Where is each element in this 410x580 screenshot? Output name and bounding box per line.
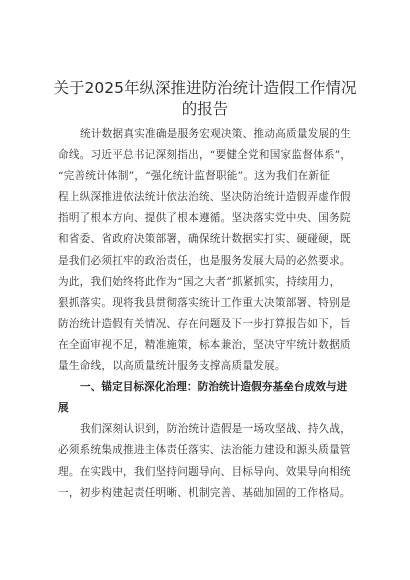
paragraph-line: 和省委、省政府决策部署，确保统计数据实打实、硬碰硬，既 — [58, 233, 351, 246]
paragraph-line: 一，初步构建起责任明晰、机制完善、基础加固的工作格局。 — [58, 486, 351, 499]
title-line: 的报告 — [181, 100, 229, 118]
document-body — [58, 124, 358, 504]
paragraph-line: “完善统计体制”，“强化统计监督职能”。这为我们在新征 — [58, 170, 331, 183]
paragraph-line: 狠抓落实。现将我县贯彻落实统计工作重大决策部署、特别是 — [58, 296, 351, 309]
paragraph-line: 防治统计造假有关情况、存在问题及下一步打算报告如下，旨 — [58, 317, 351, 330]
paragraph-line: 我们深刻认识到，防治统计造假是一场攻坚战、持久战， — [80, 423, 352, 436]
heading-line: 一、锚定目标深化治理：防治统计造假夯基垒台成效与进 — [80, 381, 348, 394]
paragraph-line: 必须系统集成推进主体责任落实、法治能力建设和源头质量管 — [58, 444, 351, 457]
paragraph-line: 理。在实践中，我们坚持问题导向、目标导向、效果导向相统 — [58, 465, 351, 478]
paragraph-line: 量生命线，以高质量统计服务支撑高质量发展。 — [58, 360, 286, 373]
section-heading — [58, 377, 358, 419]
title-line: 关于2025年纵深推进防治统计造假工作情况 — [53, 79, 357, 97]
paragraph-line: 程上纵深推进依法统计依法治统、坚决防治统计造假弄虚作假 — [58, 191, 351, 204]
paragraph-line: 在全面审视不足，精准施策，标本兼治，坚决守牢统计数据质 — [58, 338, 351, 351]
paragraph-line: 命线。习近平总书记深刻指出，“要健全党和国家监督体系”， — [58, 149, 352, 162]
paragraph-line: 为此，我们始终将此作为“国之大者”抓紧抓实，持续用力， — [58, 275, 341, 288]
paragraph-line: 统计数据真实准确是服务宏观决策、推动高质量发展的生 — [80, 128, 352, 140]
document-title — [40, 78, 370, 120]
paragraph-intro — [58, 124, 358, 377]
paragraph-line: 指明了根本方向、提供了根本遵循。坚决落实党中央、国务院 — [58, 212, 351, 225]
paragraph-line: 是我们必须扛牢的政治责任，也是服务发展大局的必然要求。 — [58, 254, 351, 267]
heading-line: 展 — [58, 402, 69, 415]
paragraph-section-one — [58, 419, 358, 503]
